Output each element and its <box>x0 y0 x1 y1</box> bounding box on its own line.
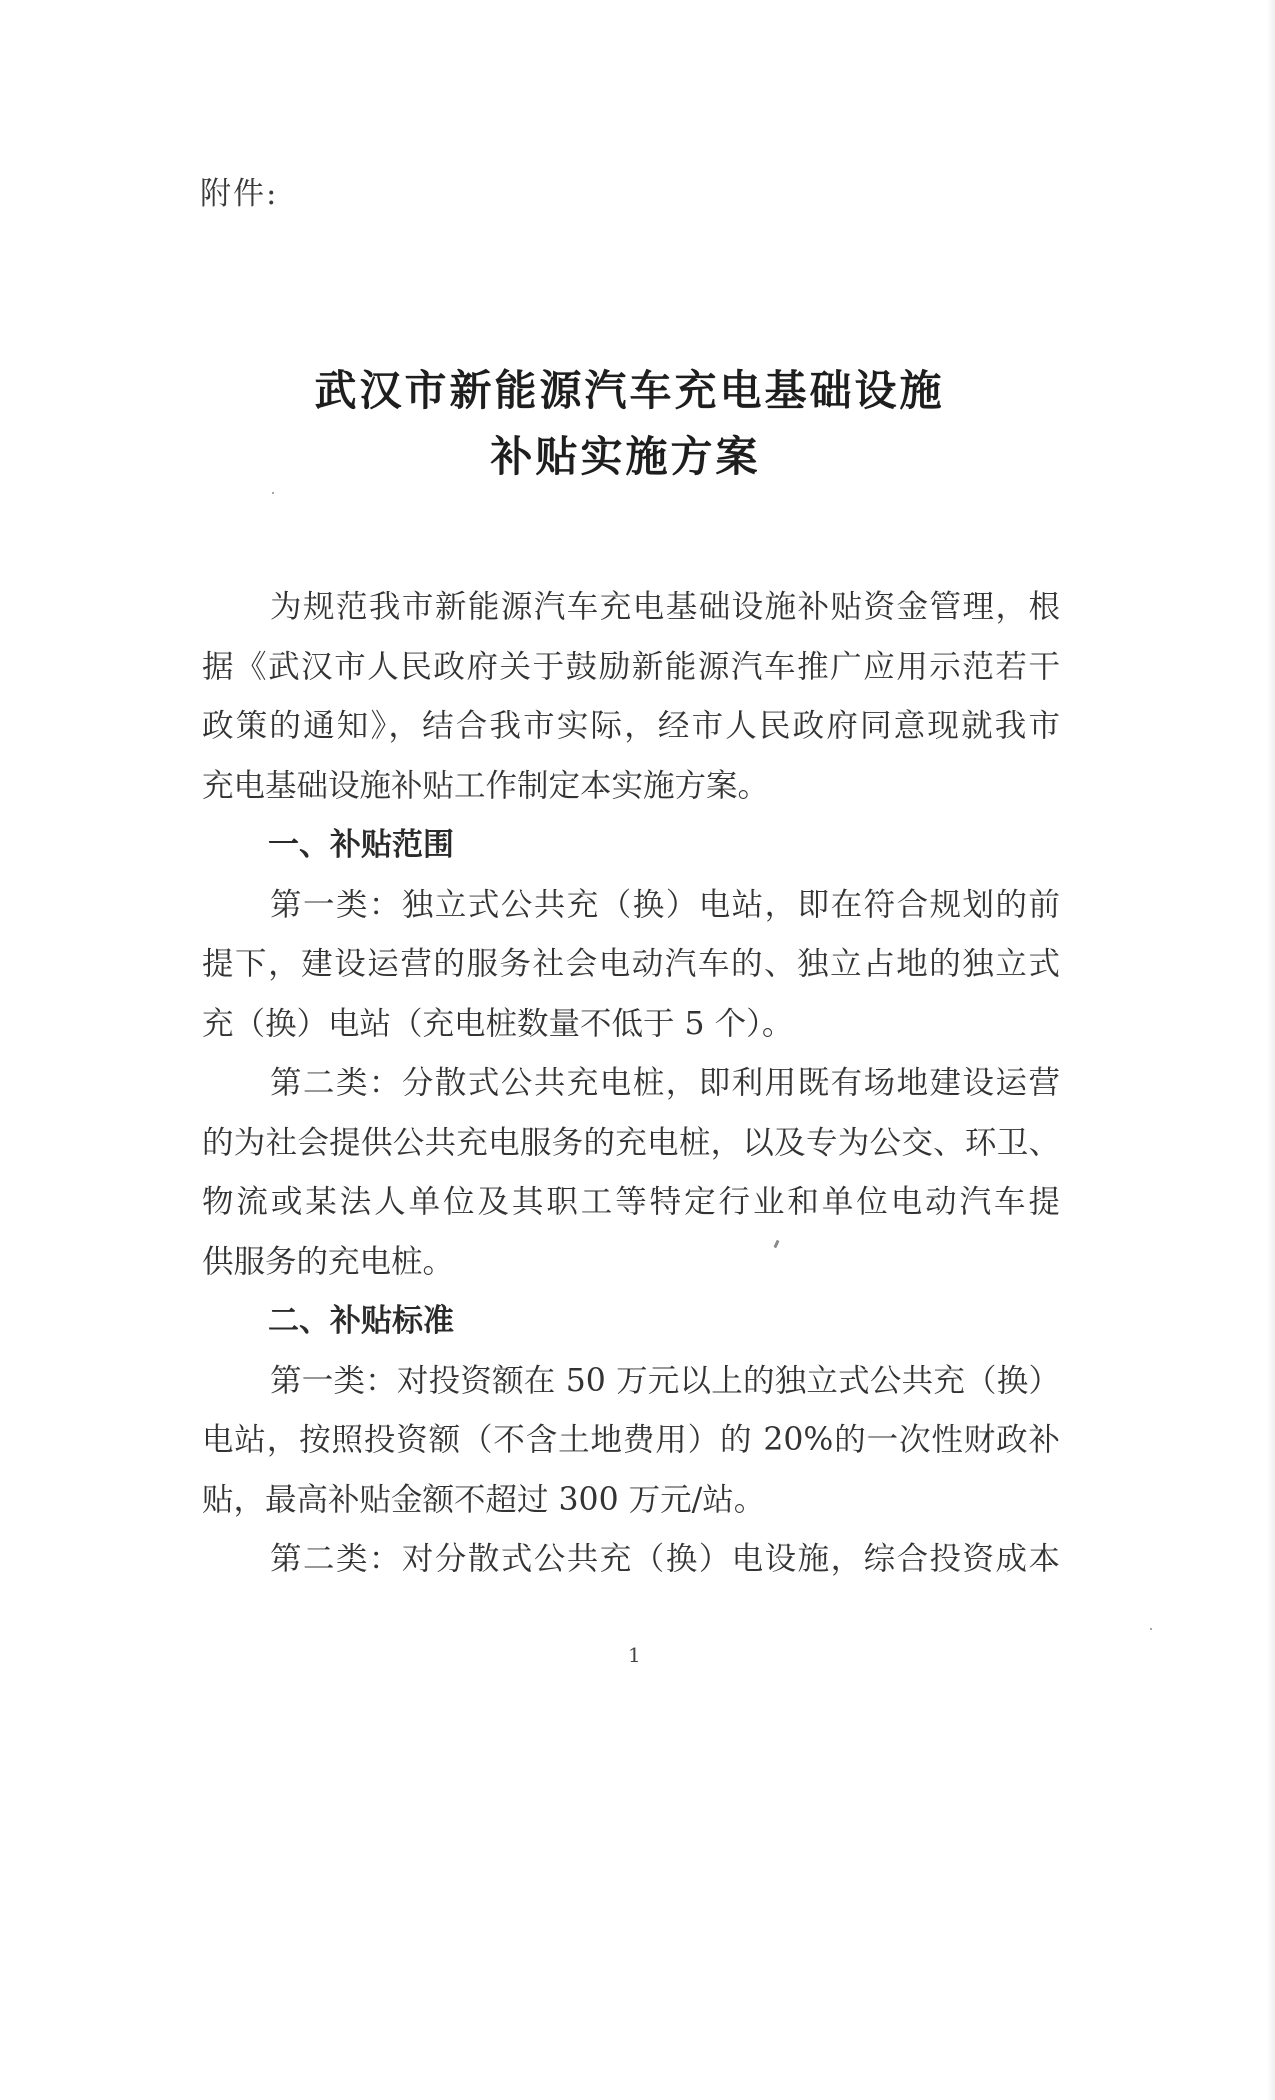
section-heading: 二、补贴标准 <box>268 1303 454 1339</box>
paragraph-line: 政策的通知》，结合我市实际，经市人民政府同意现就我市 <box>202 708 1060 744</box>
attachment-label: 附件: <box>200 176 279 212</box>
paragraph-line: 第一类：对投资额在 50 万元以上的独立式公共充（换） <box>270 1362 1060 1399</box>
scan-edge-shadow <box>1267 0 1275 2100</box>
paragraph-line: 第二类：分散式公共充电桩，即利用既有场地建设运营 <box>270 1065 1060 1101</box>
paragraph-line: 第二类：对分散式公共充（换）电设施，综合投资成本 <box>270 1541 1060 1577</box>
document-title-line-1: 武汉市新能源汽车充电基础设施 <box>314 366 945 415</box>
paragraph-line: 充电基础设施补贴工作制定本实施方案。 <box>202 767 770 804</box>
paragraph-line: 贴，最高补贴金额不超过 300 万元/站。 <box>202 1481 766 1518</box>
document-body <box>202 578 1060 1590</box>
paragraph-line: 据《武汉市人民政府关于鼓励新能源汽车推广应用示范若干 <box>202 648 1060 685</box>
paragraph-line: 为规范我市新能源汽车充电基础设施补贴资金管理，根 <box>270 589 1060 625</box>
section-heading: 一、补贴范围 <box>268 827 454 863</box>
paragraph-line: 电站，按照投资额（不含土地费用）的 20%的一次性财政补 <box>202 1422 1060 1458</box>
scan-speck <box>1150 1628 1152 1630</box>
scan-speck <box>272 492 274 494</box>
paragraph-line: 提下，建设运营的服务社会电动汽车的、独立占地的独立式 <box>202 946 1060 982</box>
document-title-line-2: 补贴实施方案 <box>490 432 761 481</box>
page-number: 1 <box>628 1643 641 1667</box>
paragraph-line: 的为社会提供公共充电服务的充电桩，以及专为公交、环卫、 <box>202 1124 1060 1161</box>
paragraph-line: 充（换）电站（充电桩数量不低于 5 个）。 <box>202 1005 794 1042</box>
paragraph-line: 第一类：独立式公共充（换）电站，即在符合规划的前 <box>270 886 1060 923</box>
paragraph-line: 供服务的充电桩。 <box>202 1243 455 1280</box>
paragraph-line: 物流或某法人单位及其职工等特定行业和单位电动汽车提 <box>202 1184 1060 1220</box>
